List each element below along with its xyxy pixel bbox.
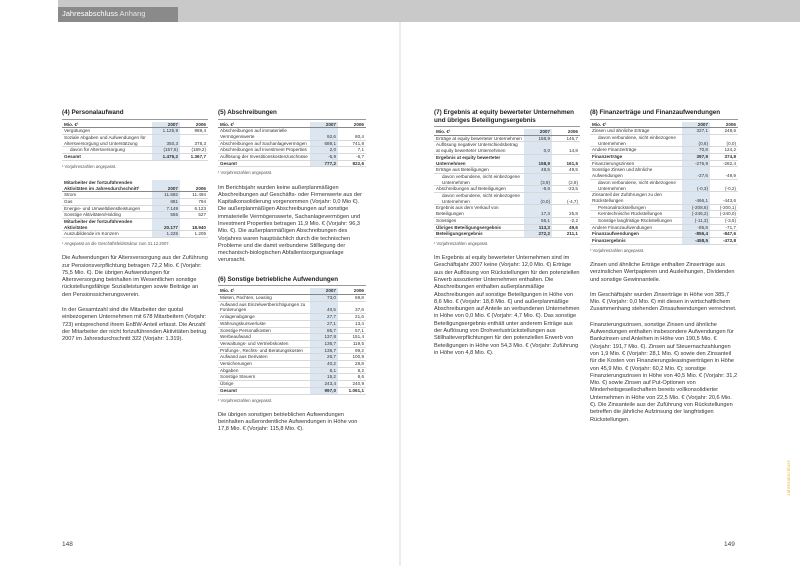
row-label: Energie- und Umweltdienstleistungen: [62, 205, 152, 212]
row-label: Beteiligungsergebnis: [434, 231, 524, 238]
value-2006: 11.494: [180, 192, 208, 199]
header-label: Mio. €¹: [590, 122, 682, 128]
row-label: Sonstige Aktivitäten/Holding: [62, 212, 152, 219]
table-row: [590, 134, 738, 146]
value-2006: 211,1: [552, 231, 580, 238]
row-label: Werbeaufwand: [218, 334, 310, 341]
row-label: Abschreibungen auf Beteiligungen: [434, 186, 524, 193]
table-row: [590, 218, 738, 225]
table-note: ¹ Vorjahreszahlen angepasst.: [218, 170, 273, 176]
value-2006: 69,8: [338, 294, 366, 301]
value-2007: 0,0: [524, 142, 552, 154]
value-2007: 555: [152, 212, 180, 219]
header-title-text: Jahresabschluss: [62, 9, 118, 18]
header-year: 2007: [310, 288, 338, 294]
value-2006: -49,9: [710, 167, 738, 179]
paragraph: Die übrigen sonstigen betrieblichen Aufwendungen beinhalten außerordentliche Aufwendungen in Höhe von 17,8 Mio. € (Vorjahr: 115,8 Mio. €).: [218, 411, 358, 433]
value-2006: 28,8: [338, 361, 366, 368]
row-label: Gesamt: [62, 154, 152, 161]
value-2006: 21,6: [338, 314, 366, 321]
value-2006: 374,8: [710, 154, 738, 161]
value-2006: 7,1: [338, 147, 366, 154]
header-year: 2006: [338, 122, 366, 128]
page-number-right: 149: [724, 541, 735, 548]
value-2007: 26,7: [310, 354, 338, 361]
page-gutter: [399, 22, 401, 566]
table-row: [590, 204, 738, 211]
row-label: Vergütungen: [62, 128, 152, 135]
table-row: [590, 128, 738, 135]
table-row: [590, 179, 738, 191]
section-title: (6) Sonstige betriebliche Aufwendungen: [218, 276, 366, 287]
table-row: [434, 173, 580, 185]
row-label: Zinsen und ähnliche Erträge: [590, 128, 682, 135]
row-label: Abgaben: [218, 367, 310, 374]
table-row: [218, 301, 366, 313]
table-row: [434, 154, 580, 166]
row-label: Übriges Beteiligungsergebnis: [434, 224, 524, 231]
table-row: [590, 231, 738, 238]
table-row: [590, 160, 738, 167]
value-2007: 1.125,9: [152, 128, 180, 135]
row-label: Übrige: [218, 381, 310, 388]
value-2007: 20.177: [152, 219, 180, 231]
column-finanz: [590, 109, 738, 424]
row-label: davon verbundene, nicht einbezogene Unternehmen: [434, 193, 524, 205]
value-2007: 272,2: [524, 231, 552, 238]
table-row: [434, 205, 580, 217]
value-2006: 80,4: [338, 128, 366, 140]
table-row: [590, 192, 738, 204]
value-2006: (2,8): [552, 173, 580, 185]
value-2006: 146,7: [552, 135, 580, 142]
value-2007: -276,9: [682, 160, 710, 167]
value-2006: 989,4: [180, 128, 208, 135]
value-2006: 151,4: [338, 334, 366, 341]
value-2007: 56,1: [524, 217, 552, 224]
value-2007: 243,4: [310, 381, 338, 388]
value-2006: 49,5: [552, 167, 580, 174]
row-label: Erträge at equity bewerteter Unternehmen: [434, 135, 524, 142]
value-2007: -5,9: [310, 154, 338, 161]
value-2006: -443,6: [710, 192, 738, 204]
value-2006: (0,0): [710, 134, 738, 146]
row-label: Prüfungs-, Rechts- und Beratungskosten: [218, 347, 310, 354]
value-2007: 997,0: [310, 387, 338, 394]
section-title: (5) Abschreibungen: [218, 109, 366, 120]
header-subtitle: Anhang: [119, 9, 146, 18]
value-2006: -2,2: [552, 217, 580, 224]
value-2006: 741,8: [338, 140, 366, 147]
value-2007: 1.225: [152, 231, 180, 238]
row-label: Ergebnis at equity bewerteter Unternehmen: [434, 154, 524, 166]
value-2006: 25,8: [552, 205, 580, 217]
row-label: Andere Finanzaufwendungen: [590, 224, 682, 231]
value-2007: 158,9: [524, 154, 552, 166]
value-2007: 777,2: [310, 160, 338, 167]
value-2007: 15,2: [310, 374, 338, 381]
header-year: 2007: [152, 122, 180, 128]
value-2006: (-240,0): [710, 211, 738, 218]
table-row: [218, 160, 366, 167]
value-2006: -847,6: [710, 231, 738, 238]
table-row: [218, 361, 366, 368]
row-label: Strom: [62, 192, 152, 199]
table-row: [218, 320, 366, 327]
value-2007: 40,5: [310, 301, 338, 313]
table-row: [218, 140, 366, 147]
value-2006: 18.940: [180, 219, 208, 231]
table-row: [218, 347, 366, 354]
table-row: [590, 211, 738, 218]
value-2007: 136,7: [310, 340, 338, 347]
value-2006: 57,1: [338, 327, 366, 334]
value-2007: 92,6: [310, 128, 338, 140]
row-label: Auflösung der Investitionskostenzuschüsse: [218, 154, 310, 161]
value-2007: -8,6: [524, 186, 552, 193]
row-label: Kerntechnische Rückstellungen: [590, 211, 682, 218]
table-row: [434, 224, 580, 231]
value-2006: 248,6: [710, 128, 738, 135]
value-2006: 822,6: [338, 160, 366, 167]
header-year: 2006: [710, 122, 738, 128]
column-personal: [62, 109, 208, 344]
table-row: [434, 135, 580, 142]
row-label: davon verbundene, nicht einbezogene Unternehmen: [590, 134, 682, 146]
value-2007: 73,0: [310, 294, 338, 301]
value-2006: 119,5: [338, 340, 366, 347]
table-row: [62, 154, 208, 161]
table-row: [62, 147, 208, 154]
value-2007: 27,1: [310, 320, 338, 327]
table-row: [218, 354, 366, 361]
row-label: Mitarbeiter der fortzuführenden Aktivitäten: [62, 219, 152, 231]
table-row: [218, 147, 366, 154]
row-label: Abschreibungen auf immaterielle Vermögenswerte: [218, 128, 310, 140]
table-note: ¹ Vorjahreszahlen angepasst.: [218, 397, 273, 403]
table-row: [590, 154, 738, 161]
table-row: [218, 387, 366, 394]
value-2007: 113,3: [524, 224, 552, 231]
value-2006: (-200,1): [710, 204, 738, 211]
row-label: Abschreibungen auf Sachanlagevermögen: [218, 140, 310, 147]
value-2007: (3,9): [524, 173, 552, 185]
row-label: davon verbundene, nicht einbezogene Unternehmen: [434, 173, 524, 185]
header-year: 2006: [180, 122, 208, 128]
value-2007: (-208,6): [682, 204, 710, 211]
paragraph: Finanzierungszinsen, sonstige Zinsen und ähnliche Aufwendungen enthalten insbesondere Aufwendungen für Bankzinsen und Anleihen in Höhe von 190,5 Mio. € (Vorjahr: 191,7 Mio. €). Zinsen auf Steuernachzahlungen von 1,9 Mio. € (Vorjahr: 28,1 Mio. €) sowie den Zinsanteil für die Kosten von Finanzierungsleasingverträgen in Höhe von 45,9 Mio. € (Vorjahr: 60,2 Mio. €); sonstige Finanzierungszinsen in Höhe von 40,5 Mio. € (Vorjahr: 31,2 Mio. €) sowie Zinsen auf Put-Optionen von Minderheitsgesellschaftern bereits vollkonsolidierter Unternehmen in Höhe von 22,5 Mio. € (Vorjahr: 20,6 Mio. €). Die Zinsanteile aus der Zuführung von Rückstellungen betreffen die jährliche Aufzinsung der langfristigen Rückstellungen.: [590, 321, 738, 423]
table-note: ¹ Angepasst an die Geschäftsfeldstruktur zum 31.12.2007.: [62, 241, 170, 247]
value-2006: 14,8: [552, 142, 580, 154]
value-2007: 8,1: [310, 367, 338, 374]
value-2007: 881: [152, 198, 180, 205]
table-note: ¹ Vorjahreszahlen angepasst.: [434, 240, 489, 246]
value-2007: -85,8: [682, 224, 710, 231]
table-row: [434, 186, 580, 193]
row-label: Andere Finanzerträge: [590, 147, 682, 154]
table-finanz: [590, 122, 738, 245]
value-2006: (-0,2): [710, 179, 738, 191]
value-2007: (0,0): [524, 193, 552, 205]
table-sonstige: [218, 288, 366, 394]
value-2006: 100,9: [338, 354, 366, 361]
value-2007: -466,1: [682, 192, 710, 204]
table-row: [434, 193, 580, 205]
table-row: [218, 340, 366, 347]
header-year: 2007: [524, 129, 552, 135]
value-2006: 1.205: [180, 231, 208, 238]
table-row: [62, 192, 208, 199]
row-label: Sonstige Steuern: [218, 374, 310, 381]
value-2007: (-246,2): [682, 211, 710, 218]
table-personalaufwand: [62, 122, 208, 161]
value-2006: 8,6: [338, 374, 366, 381]
row-label: Mieten, Pachten, Leasing: [218, 294, 310, 301]
value-2006: 378,3: [180, 134, 208, 146]
value-2007: 40,2: [310, 361, 338, 368]
value-2006: 13,4: [338, 320, 366, 327]
value-2007: 70,8: [682, 147, 710, 154]
row-label: Zinsanteil der Zuführungen zu den Rückstellungen: [590, 192, 682, 204]
value-2006: -71,7: [710, 224, 738, 231]
table-row: [590, 224, 738, 231]
column-abschreibungen: [218, 109, 366, 434]
row-label: Aufwand aus Derivaten: [218, 354, 310, 361]
value-2007: 48,5: [524, 167, 552, 174]
value-2006: 37,6: [338, 301, 366, 313]
value-2007: 327,1: [682, 128, 710, 135]
value-2007: (0,6): [682, 134, 710, 146]
header-year: 2006: [338, 288, 366, 294]
table-row: [62, 212, 208, 219]
value-2007: 7.149: [152, 205, 180, 212]
value-2007: -27,6: [682, 167, 710, 179]
row-label: Auflösung negativer Unterschiedsbetrag at equity bewerteter Unternehmen: [434, 142, 524, 154]
table-equity: [434, 129, 580, 238]
row-label: Ergebnis aus dem Verkauf von Beteiligungen: [434, 205, 524, 217]
row-label: Aufwand aus Einzelwertberichtigungen zu Forderungen: [218, 301, 310, 313]
value-2006: 6.123: [180, 205, 208, 212]
table-note: ¹ Vorjahreszahlen angepasst.: [62, 163, 117, 169]
table-row: [218, 381, 366, 388]
value-2007: 85,7: [310, 327, 338, 334]
value-2007: 137,8: [310, 334, 338, 341]
row-label: Soziale Abgaben und Aufwendungen für Altersversorgung und Unterstützung: [62, 134, 152, 146]
value-2006: 8,2: [338, 367, 366, 374]
row-label: Sonstige langfristige Rückstellungen: [590, 218, 682, 225]
page-number-left: 148: [62, 541, 73, 548]
value-2007: 350,3: [152, 134, 180, 146]
value-2007: -856,4: [682, 231, 710, 238]
table-row: [590, 147, 738, 154]
section-title: (8) Finanzerträge und Finanzaufwendungen: [590, 109, 738, 120]
value-2006: -282,4: [710, 160, 738, 167]
row-label: Sonstiges: [434, 217, 524, 224]
table-abschreibungen: [218, 122, 366, 168]
header-year: 2007: [310, 122, 338, 128]
row-label: Anlagenabgänge: [218, 314, 310, 321]
value-2006: (189,2): [180, 147, 208, 154]
value-2007: (-0,3): [682, 179, 710, 191]
value-2006: 527: [180, 212, 208, 219]
table-row: [218, 367, 366, 374]
row-label: Gas: [62, 198, 152, 205]
section-title: (7) Ergebnis at equity bewerteter Unternehmen und übriges Beteiligungsergebnis: [434, 109, 580, 127]
section-title: (4) Personalaufwand: [62, 109, 208, 120]
table-row: [218, 294, 366, 301]
row-label: Gesamt: [218, 387, 310, 394]
table-mitarbeiter: [62, 180, 208, 238]
table-row: [434, 167, 580, 174]
table-row: [218, 154, 366, 161]
row-label: davon für Altersversorgung: [62, 147, 152, 154]
value-2007: 17,3: [524, 205, 552, 217]
table-row: [434, 142, 580, 154]
row-label: Finanzaufwendungen: [590, 231, 682, 238]
header-year: 2006: [552, 129, 580, 135]
row-label: Finanzerträge: [590, 154, 682, 161]
header-label: Mio. €¹: [62, 122, 152, 128]
paragraph: Im Ergebnis at equity bewerteter Unternehmen sind im Geschäftsjahr 2007 keine (Vorjahr: 12,0 Mio. €) Erträge aus der Auflösung von Rückstellungen für den potenziellen Erwerb assoziierter Unternehmen enthalten. Die Abschreibungen enthalten außerplanmäßige Abschreibungen auf sonstige Beteiligungen in Höhe von 8,6 Mio. € (Vorjahr: 18,8 Mio. €) und außerplanmäßige Abschreibungen auf Anteile an verbundenen Unternehmen in Höhe von 0,0 Mio. € (Vorjahr: 4,7 Mio. €). Das sonstige Beteiligungsergebnis enthält unter anderem Erträge aus der Auflösung von Drohverlustrückstellungen aus Stillhalteverpflichtungen für den potenziellen Erwerb von Beteiligungen in Höhe von 54,3 Mio. € (Vorjahr: Zuführung in Höhe von 4,8 Mio. €).: [434, 255, 580, 356]
table-row: [62, 219, 208, 231]
value-2006: 99,2: [338, 347, 366, 354]
value-2006: (-3,5): [710, 218, 738, 225]
table-row: [62, 198, 208, 205]
row-label: Personalrückstellungen: [590, 204, 682, 211]
table-row: [434, 231, 580, 238]
row-label: Erträge aus Beteiligungen: [434, 167, 524, 174]
value-2006: (-4,7): [552, 193, 580, 205]
value-2006: -472,8: [710, 238, 738, 245]
header-label: Mitarbeiter der fortzuführenden Aktivitäten im Jahresdurchschnitt¹: [62, 180, 152, 192]
table-row: [218, 327, 366, 334]
value-2006: 240,9: [338, 381, 366, 388]
value-2007: 136,7: [310, 347, 338, 354]
paragraph: Die Aufwendungen für Altersversorgung aus der Zuführung zur Pensionsverpflichtung betragen 72,2 Mio. € (Vorjahr: 75,5 Mio. €). Die übrigen Aufwendungen für Altersversorgung beinhalten im Wesentlichen sonstige rückstellungsfähige Sozialleistungen sowie Beiträge an den Pensionssicherungsverein.: [62, 255, 208, 298]
table-row: [434, 217, 580, 224]
table-row: [62, 134, 208, 146]
value-2006: -6,7: [338, 154, 366, 161]
value-2006: 124,2: [710, 147, 738, 154]
value-2007: 27,7: [310, 314, 338, 321]
table-row: [62, 231, 208, 238]
value-2006: -23,5: [552, 186, 580, 193]
table-row: [62, 128, 208, 135]
paragraph: In der Gesamtzahl sind die Mitarbeiter der quotal einbezogenen Unternehmen mit 678 Mitarbeitern (Vorjahr: 723) entsprechend ihrem EnBW-Anteil erfasst. Die Anzahl der Mitarbeiter der nicht fortzuführenden Aktivitäten betrug 2007 im Jahresdurchschnitt 322 (Vorjahr: 1.319).: [62, 307, 207, 343]
value-2007: (-11,3): [682, 218, 710, 225]
header-label: Mio. €¹: [434, 129, 524, 135]
table-header-row: [62, 180, 208, 192]
header-label: Mio. €¹: [218, 288, 310, 294]
header-year: 2007: [682, 122, 710, 128]
paragraph: Im Geschäftsjahr wurden Zinserträge in Höhe von 385,7 Mio. € (Vorjahr: 0,0 Mio. €) mit diesen in wirtschaftlichem Zusammenhang stehenden Zinsaufwendungen verrechnet.: [590, 291, 737, 313]
table-row: [218, 374, 366, 381]
value-2007: (157,5): [152, 147, 180, 154]
header-year: 2007: [152, 180, 180, 192]
value-2007: 158,9: [524, 135, 552, 142]
column-equity: [434, 109, 580, 357]
table-row: [218, 334, 366, 341]
paragraph: Zinsen und ähnliche Erträge enthalten Zinserträge aus verzinslichen Wertpapieren und Ausleihungen, Dividenden und sonstige Gewinnanteile.: [590, 261, 735, 283]
table-row: [590, 167, 738, 179]
row-label: davon verbundene, nicht einbezogene Unternehmen: [590, 179, 682, 191]
table-row: [62, 205, 208, 212]
value-2007: 2,0: [310, 147, 338, 154]
value-2007: -458,5: [682, 238, 710, 245]
value-2007: 1.476,2: [152, 154, 180, 161]
row-label: Finanzierungszinsen: [590, 160, 682, 167]
value-2007: 11.592: [152, 192, 180, 199]
side-label: Jahresabschluss: [786, 460, 791, 496]
row-label: Sonstige Personalkosten: [218, 327, 310, 334]
table-row: [218, 314, 366, 321]
table-row: [590, 238, 738, 245]
value-2006: 161,5: [552, 154, 580, 166]
header-label: Mio. €¹: [218, 122, 310, 128]
value-2007: 397,9: [682, 154, 710, 161]
value-2006: 794: [180, 198, 208, 205]
paragraph: Im Berichtsjahr wurden keine außerplanmäßigen Abschreibungen auf Geschäfts- oder Firmenwerte aus der Kapitalkonsolidierung vorgenommen (Vorjahr: 0,0 Mio €). Die außerplanmäßigen Abschreibungen auf sonstige immaterielle Vermögenswerte, Sachanlagevermögen und Investment Properties betragen 11,9 Mio. € (Vorjahr: 96,3 Mio. €). Die außerplanmäßigen Abschreibungen des Vorjahres waren hauptsächlich durch die technischen Probleme und die damit verbundene Stilllegung der mechanisch-biologischen Abfallentsorgungsanlage verursacht.: [218, 184, 362, 264]
header-title: [62, 9, 145, 18]
row-label: Währungskursverluste: [218, 320, 310, 327]
table-row: [218, 128, 366, 140]
row-label: Verwaltungs- und Vertriebskosten: [218, 340, 310, 347]
header-year: 2006: [180, 180, 208, 192]
row-label: Sonstige Zinsen und ähnliche Aufwendungen: [590, 167, 682, 179]
row-label: Gesamt: [218, 160, 310, 167]
value-2006: 49,6: [552, 224, 580, 231]
value-2007: 689,1: [310, 140, 338, 147]
value-2006: 1.061,1: [338, 387, 366, 394]
table-note: ¹ Vorjahreszahlen angepasst.: [590, 247, 645, 253]
row-label: Finanzergebnis: [590, 238, 682, 245]
row-label: Abschreibungen auf Investment Properties: [218, 147, 310, 154]
value-2006: 1.367,7: [180, 154, 208, 161]
row-label: Versicherungen: [218, 361, 310, 368]
row-label: Auszubildende im Konzern: [62, 231, 152, 238]
